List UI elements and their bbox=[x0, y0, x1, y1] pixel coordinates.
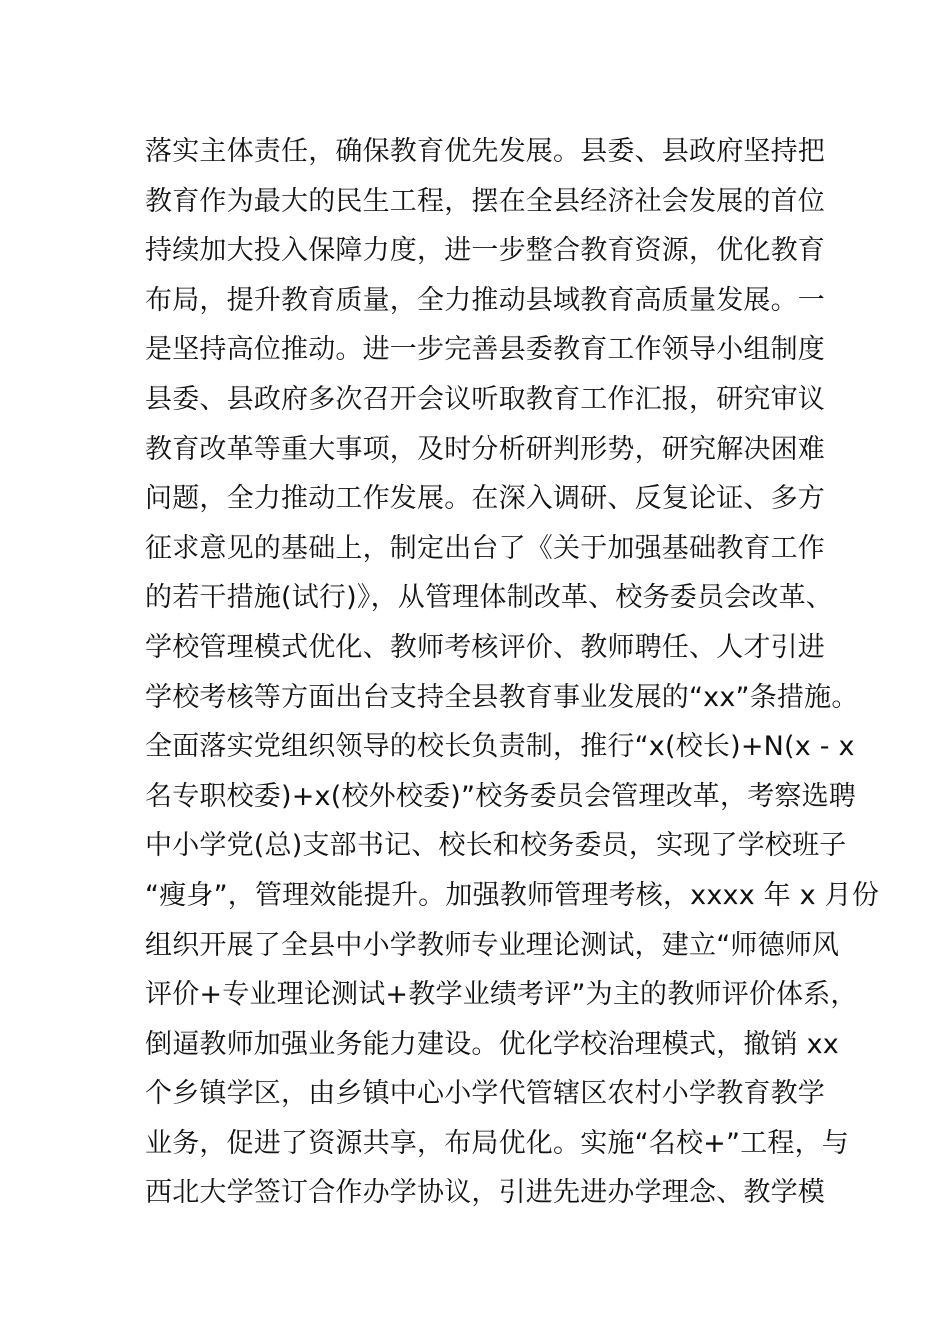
text-line-17: 组织开展了全县中小学教师专业理论测试，建立“师德师风 bbox=[145, 929, 840, 961]
text-line-2: 教育作为最大的民生工程，摆在全县经济社会发展的首位 bbox=[145, 185, 825, 217]
text-line-12: 学校考核等方面出台支持全县教育事业发展的“xx”条措施。 bbox=[145, 681, 859, 713]
text-line-1: 落实主体责任，确保教育优先发展。县委、县政府坚持把 bbox=[145, 136, 825, 167]
text-line-6: 县委、县政府多次召开会议听取教育工作汇报，研究审议 bbox=[145, 383, 825, 415]
text-line-13: 全面落实党组织领导的校长负责制，推行“x(校长)+N(x - x bbox=[145, 731, 855, 763]
text-line-15: 中小学党(总)支部书记、校长和校务委员，实现了学校班子 bbox=[145, 830, 847, 862]
text-line-7: 教育改革等重大事项，及时分析研判形势，研究解决困难 bbox=[145, 433, 825, 465]
body-paragraph bbox=[145, 127, 880, 1218]
text-line-16: “瘦身”，管理效能提升。加强教师管理考核，xxxx 年 x 月份 bbox=[145, 879, 880, 911]
text-line-5: 是坚持高位推动。进一步完善县委教育工作领导小组制度 bbox=[145, 334, 825, 366]
text-line-19: 倒逼教师加强业务能力建设。优化学校治理模式，撤销 xx bbox=[145, 1028, 839, 1060]
text-line-20: 个乡镇学区，由乡镇中心小学代管辖区农村小学教育教学 bbox=[145, 1078, 825, 1110]
text-line-11: 学校管理模式优化、教师考核评价、教师聘任、人才引进 bbox=[145, 631, 825, 663]
text-line-8: 问题，全力推动工作发展。在深入调研、反复论证、多方 bbox=[145, 483, 825, 515]
text-line-4: 布局，提升教育质量，全力推动县域教育高质量发展。一 bbox=[145, 284, 825, 316]
text-line-3: 持续加大投入保障力度，进一步整合教育资源，优化教育 bbox=[145, 235, 825, 267]
text-line-9: 征求意见的基础上，制定出台了《关于加强基础教育工作 bbox=[145, 532, 825, 564]
text-line-21: 业务，促进了资源共享，布局优化。实施“名校+”工程，与 bbox=[145, 1127, 849, 1159]
text-line-10: 的若干措施(试行)》，从管理体制改革、校务委员会改革、 bbox=[145, 582, 833, 614]
text-line-22: 西北大学签订合作办学协议，引进先进办学理念、教学模 bbox=[145, 1177, 825, 1209]
text-line-14: 名专职校委)+x(校外校委)”校务委员会管理改革，考察选聘 bbox=[145, 780, 856, 812]
text-line-18: 评价+专业理论测试+教学业绩考评”为主的教师评价体系， bbox=[145, 979, 858, 1011]
